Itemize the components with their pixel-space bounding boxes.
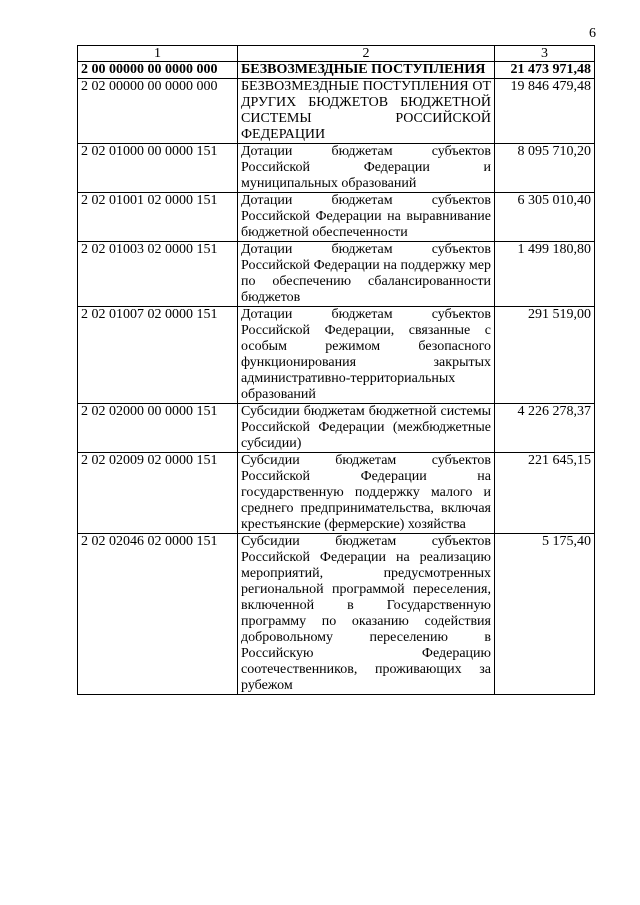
row-code: 2 02 02009 02 0000 151 <box>78 453 238 534</box>
row-code: 2 02 01000 00 0000 151 <box>78 144 238 193</box>
revenue-table <box>77 45 595 695</box>
row-name: Субсидии бюджетам субъектов Российской Федерации на реализацию мероприятий, предусмотренных региональной программой переселения, включенной в Государственную программу по оказанию содействия добровольному переселению в Российскую Федерацию соотечественников, проживающих за рубежом <box>238 534 495 695</box>
row-name: Дотации бюджетам субъектов Российской Федерации, связанные с особым режимом безопасного функционирования закрытых административно-территориальных образований <box>238 307 495 404</box>
row-amount: 8 095 710,20 <box>495 144 595 193</box>
table-row <box>78 144 595 193</box>
table-row <box>78 534 595 695</box>
table-row <box>78 242 595 307</box>
header-col-1: 1 <box>78 46 238 62</box>
row-name: Дотации бюджетам субъектов Российской Федерации и муниципальных образований <box>238 144 495 193</box>
row-code: 2 02 01003 02 0000 151 <box>78 242 238 307</box>
row-code: 2 02 02046 02 0000 151 <box>78 534 238 695</box>
row-amount: 19 846 479,48 <box>495 79 595 144</box>
row-name: БЕЗВОЗМЕЗДНЫЕ ПОСТУПЛЕНИЯ <box>238 62 495 79</box>
header-col-2: 2 <box>238 46 495 62</box>
row-amount: 221 645,15 <box>495 453 595 534</box>
row-name: Дотации бюджетам субъектов Российской Федерации на поддержку мер по обеспечению сбалансированности бюджетов <box>238 242 495 307</box>
row-amount: 291 519,00 <box>495 307 595 404</box>
table-row <box>78 404 595 453</box>
row-amount: 5 175,40 <box>495 534 595 695</box>
row-code: 2 02 00000 00 0000 000 <box>78 79 238 144</box>
row-amount: 1 499 180,80 <box>495 242 595 307</box>
row-name: Субсидии бюджетам бюджетной системы Российской Федерации (межбюджетные субсидии) <box>238 404 495 453</box>
table-row <box>78 307 595 404</box>
row-name: БЕЗВОЗМЕЗДНЫЕ ПОСТУПЛЕНИЯ ОТ ДРУГИХ БЮДЖЕТОВ БЮДЖЕТНОЙ СИСТЕМЫ РОССИЙСКОЙ ФЕДЕРАЦИИ <box>238 79 495 144</box>
row-code: 2 02 01001 02 0000 151 <box>78 193 238 242</box>
row-code: 2 02 01007 02 0000 151 <box>78 307 238 404</box>
page-number: 6 <box>589 26 596 41</box>
row-code: 2 00 00000 00 0000 000 <box>78 62 238 79</box>
row-name: Субсидии бюджетам субъектов Российской Федерации на государственную поддержку малого и среднего предпринимательства, включая крестьянские (фермерские) хозяйства <box>238 453 495 534</box>
table-header-row <box>78 46 595 62</box>
table-body <box>78 46 595 695</box>
table-row <box>78 79 595 144</box>
table-row <box>78 62 595 79</box>
row-name: Дотации бюджетам субъектов Российской Федерации на выравнивание бюджетной обеспеченности <box>238 193 495 242</box>
row-amount: 4 226 278,37 <box>495 404 595 453</box>
row-amount: 6 305 010,40 <box>495 193 595 242</box>
table-row <box>78 193 595 242</box>
table-row <box>78 453 595 534</box>
header-col-3: 3 <box>495 46 595 62</box>
row-code: 2 02 02000 00 0000 151 <box>78 404 238 453</box>
row-amount: 21 473 971,48 <box>495 62 595 79</box>
